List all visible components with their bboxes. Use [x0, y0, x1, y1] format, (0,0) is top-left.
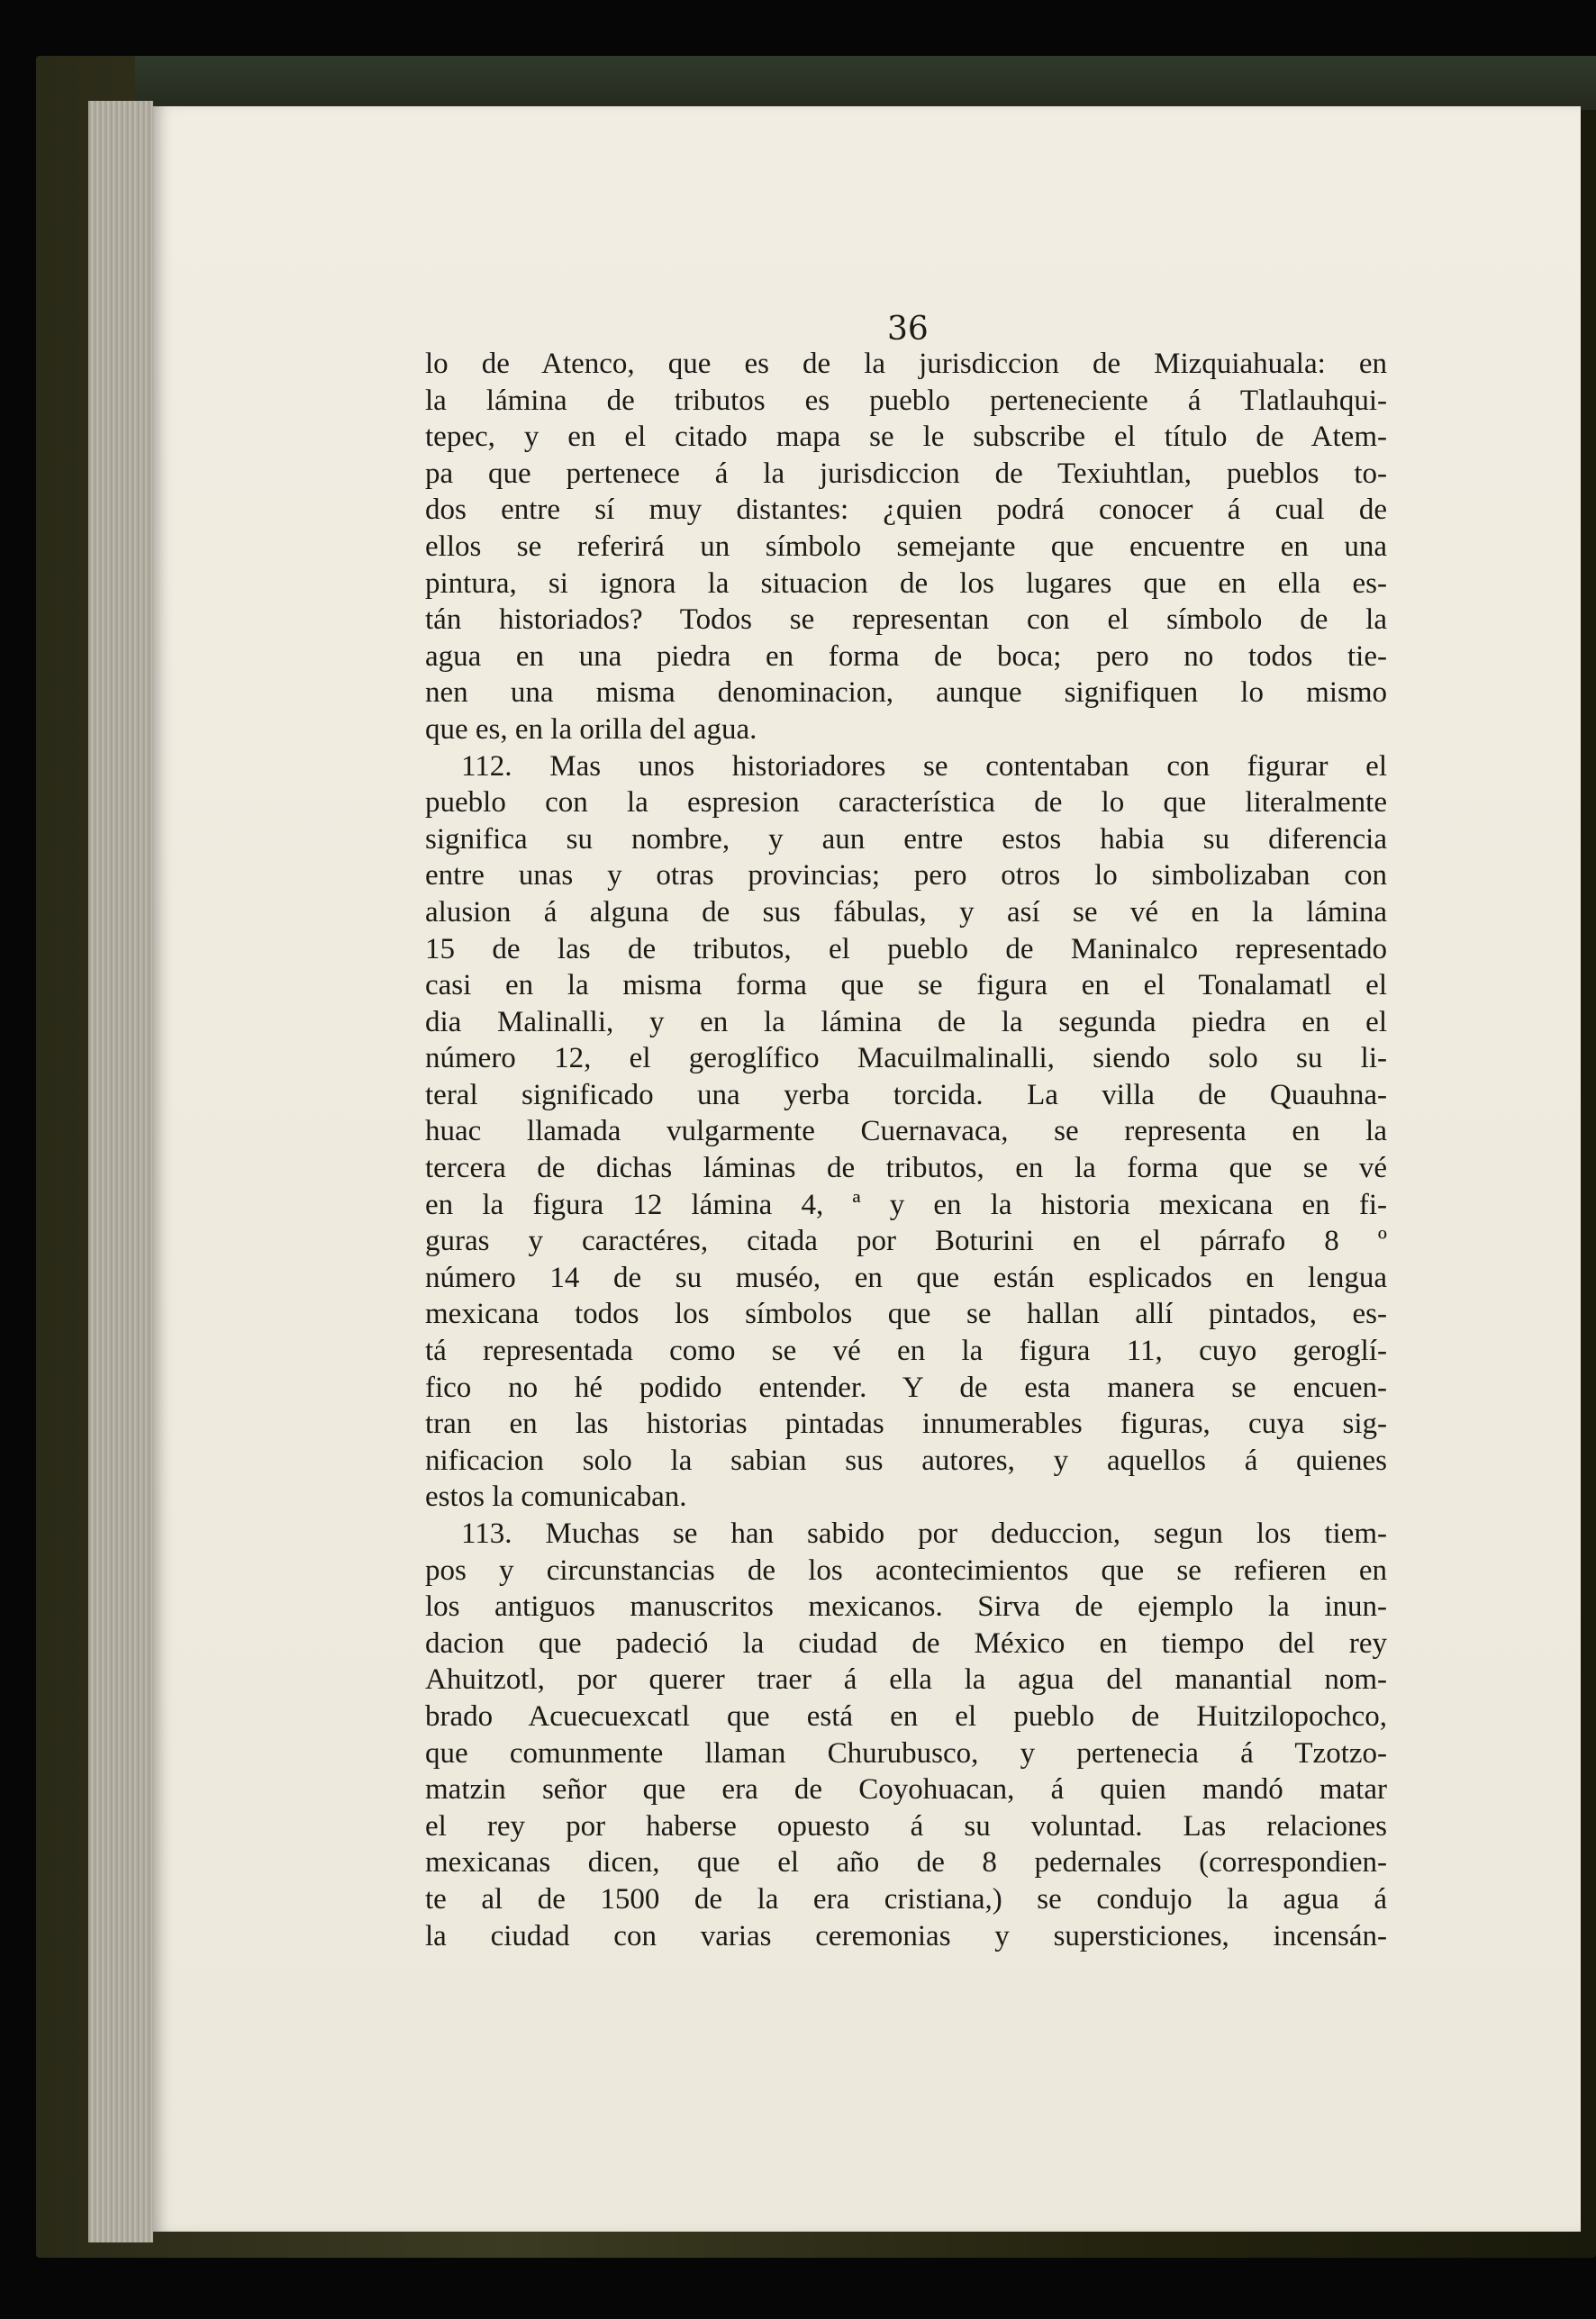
- text-line: 15 de las de tributos, el pueblo de Maninalco representado: [425, 932, 1387, 965]
- text-line: te al de 1500 de la era cristiana,) se condujo la agua á: [425, 1882, 1387, 1916]
- page-number: 36: [887, 311, 929, 348]
- text-line: 113. Muchas se han sabido por deduccion, segun los tiem-: [461, 1517, 1387, 1550]
- text-line: dos entre sí muy distantes: ¿quien podrá conocer á cual de: [425, 494, 1387, 527]
- text-line: brado Acuecuexcatl que está en el pueblo de Huitzilopochco,: [425, 1699, 1387, 1733]
- body-text: [425, 346, 1387, 1954]
- text-line: huac llamada vulgarmente Cuernavaca, se representa en la: [425, 1115, 1387, 1148]
- text-line: alusion á alguna de sus fábulas, y así se vé en la lámina: [425, 895, 1387, 929]
- text-line: nificacion solo la sabian sus autores, y aquellos á quienes: [425, 1444, 1387, 1477]
- text-line: que comunmente llaman Churubusco, y pertenecia á Tzotzo-: [425, 1736, 1387, 1770]
- text-line: guras y caractéres, citada por Boturini en el párrafo 8 º: [425, 1225, 1387, 1258]
- text-line: mexicanas dicen, que el año de 8 pedernales (correspondien-: [425, 1846, 1387, 1880]
- text-line: estos la comunicaban.: [425, 1481, 687, 1514]
- text-line: teral significado una yerba torcida. La villa de Quauhna-: [425, 1078, 1387, 1111]
- text-line: tá representada como se vé en la figura 11, cuyo geroglí-: [425, 1335, 1387, 1368]
- text-line: tran en las historias pintadas innumerables figuras, cuya sig-: [425, 1408, 1387, 1441]
- text-line: dia Malinalli, y en la lámina de la segunda piedra en el: [425, 1005, 1387, 1038]
- page-edges: [88, 101, 153, 2242]
- text-line: que es, en la orilla del agua.: [425, 712, 757, 746]
- text-line: nen una misma denominacion, aunque signifiquen lo mismo: [425, 676, 1387, 710]
- text-line: tercera de dichas láminas de tributos, en la forma que se vé: [425, 1152, 1387, 1185]
- text-line: pos y circunstancias de los acontecimientos que se refieren en: [425, 1554, 1387, 1587]
- book-cover-top-edge: [135, 56, 1596, 110]
- text-line: entre unas y otras provincias; pero otros lo simbolizaban con: [425, 859, 1387, 892]
- text-line: Ahuitzotl, por querer traer á ella la agua del manantial nom-: [425, 1663, 1387, 1697]
- text-line: 112. Mas unos historiadores se contentaban con figurar el: [461, 749, 1387, 783]
- text-line: los antiguos manuscritos mexicanos. Sirva de ejemplo la inun-: [425, 1590, 1387, 1624]
- text-line: número 14 de su muséo, en que están esplicados en lengua: [425, 1261, 1387, 1294]
- text-line: tepec, y en el citado mapa se le subscribe el título de Atem-: [425, 421, 1387, 454]
- text-line: la ciudad con varias ceremonias y supersticiones, incensán-: [425, 1919, 1387, 1952]
- text-line: ellos se referirá un símbolo semejante que encuentre en una: [425, 530, 1387, 563]
- text-line: pueblo con la espresion característica de lo que literalmente: [425, 786, 1387, 820]
- text-line: pintura, si ignora la situacion de los lugares que en ella es-: [425, 566, 1387, 600]
- text-line: tán historiados? Todos se representan con el símbolo de la: [425, 603, 1387, 637]
- text-line: casi en la misma forma que se figura en el Tonalamatl el: [425, 969, 1387, 1002]
- text-line: la lámina de tributos es pueblo perteneciente á Tlatlauhqui-: [425, 384, 1387, 417]
- text-line: fico no hé podido entender. Y de esta manera se encuen-: [425, 1371, 1387, 1404]
- text-line: matzin señor que era de Coyohuacan, á quien mandó matar: [425, 1773, 1387, 1807]
- text-line: en la figura 12 lámina 4, ª y en la historia mexicana en fi-: [425, 1188, 1387, 1221]
- text-line: lo de Atenco, que es de la jurisdiccion de Mizquiahuala: en: [425, 348, 1387, 380]
- text-line: agua en una piedra en forma de boca; pero no todos tie-: [425, 639, 1387, 673]
- text-line: dacion que padeció la ciudad de México en tiempo del rey: [425, 1626, 1387, 1660]
- text-line: número 12, el geroglífico Macuilmalinalli, siendo solo su li-: [425, 1042, 1387, 1075]
- text-line: significa su nombre, y aun entre estos habia su diferencia: [425, 822, 1387, 856]
- text-line: pa que pertenece á la jurisdiccion de Texiuhtlan, pueblos to-: [425, 457, 1387, 490]
- text-line: mexicana todos los símbolos que se hallan allí pintados, es-: [425, 1298, 1387, 1331]
- text-line: el rey por haberse opuesto á su voluntad. Las relaciones: [425, 1809, 1387, 1843]
